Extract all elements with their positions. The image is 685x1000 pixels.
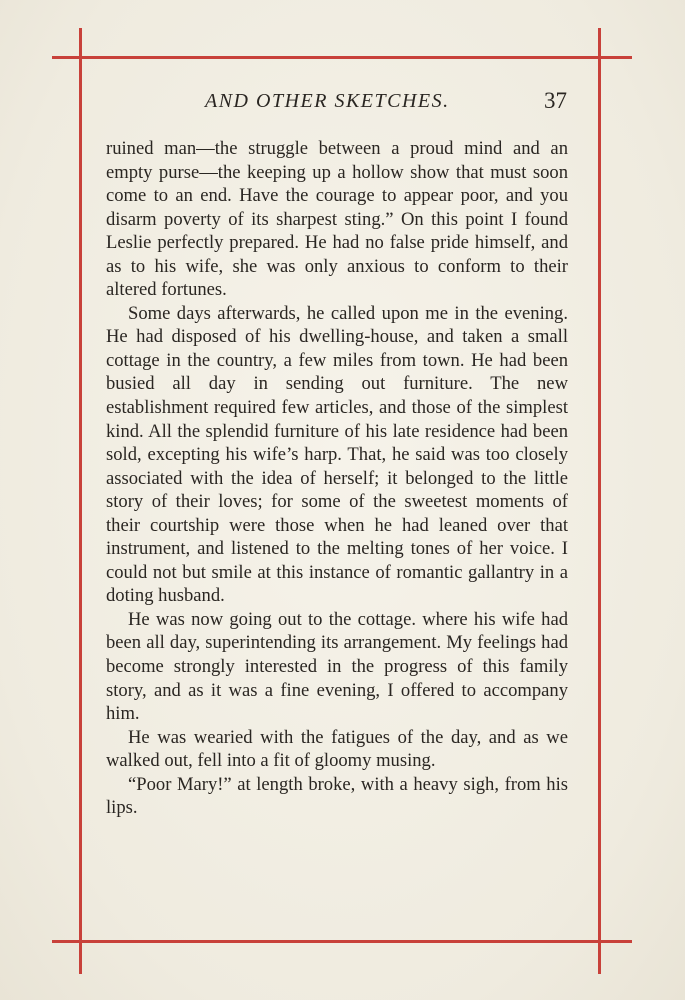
paragraph-2: Some days afterwards, he called upon me in the evening. He had disposed of his dwelling-house, and taken a small cottage in the country, a few miles from town. He had been busied all day in sending out furniture. The new establishment required few articles, and those of the simplest kind. All the splendid furniture of his late residence had been sold, excepting his wife’s harp. That, he said was too closely associated with the idea of herself; it belonged to the little story of their loves; for some of the sweetest moments of their courtship were those when he had leaned over that instrument, and listened to the melting tones of her voice. I could not but smile at this instance of romantic gallantry in a doting husband. <box>106 302 568 607</box>
top-border-rule <box>52 56 632 59</box>
body-text <box>106 137 568 820</box>
paragraph-3: He was now going out to the cottage. where his wife had been all day, superintending its arrangement. My feelings had become strongly interested in the progress of this family story, and as it was a fine evening, I offered to accompany him. <box>106 608 568 725</box>
paragraph-4: He was wearied with the fatigues of the day, and as we walked out, fell into a fit of gloomy musing. <box>106 726 568 772</box>
left-border-rule <box>79 28 82 974</box>
paragraph-5: “Poor Mary!” at length broke, with a heavy sigh, from his lips. <box>106 773 568 819</box>
running-head: AND OTHER SKETCHES. <box>205 90 450 112</box>
bottom-border-rule <box>52 940 632 943</box>
paragraph-1: ruined man—the struggle between a proud mind and an empty purse—the keeping up a hollow show that must soon come to an end. Have the courage to appear poor, and you disarm poverty of its sharpest sting.” On this point I found Leslie perfectly prepared. He had no false pride himself, and as to his wife, she was only anxious to conform to their altered fortunes. <box>106 138 568 301</box>
right-border-rule <box>598 28 601 974</box>
page-number: 37 <box>544 88 567 113</box>
